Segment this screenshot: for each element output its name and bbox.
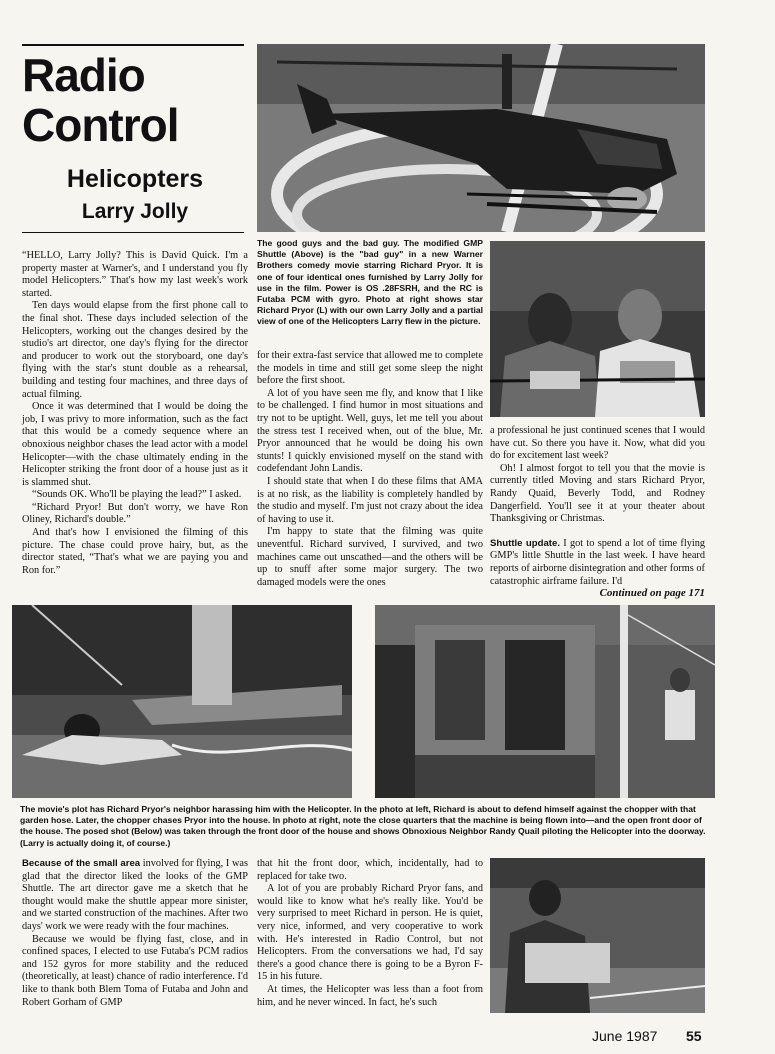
column-3: [490, 425, 705, 588]
top-photo-caption: The good guys and the bad guy. The modified GMP Shuttle (Above) is the "bad guy" in a new Warner Brothers comedy movie starring Richard Pryor. It is one of four identical ones furnished by Larry Jolly for use in the film. Power is OS .28FSRH, and the RC is Futaba PCM with gyro. Photo at right shows star Richard Pryor (L) with our own Larry Jolly and a partial view of one of the Helicopters Larry flew in the picture.: [257, 238, 483, 327]
continued-link[interactable]: Continued on page 171: [599, 587, 705, 599]
col5-para-3: At times, the Helicopter was less than a foot from him, and he never winced. In fact, he's such: [257, 983, 483, 1008]
page-number: 55: [686, 1028, 702, 1044]
middle-photo-caption: The movie's plot has Richard Pryor's neighbor harassing him with the Helicopter. In the photo at left, Richard is about to defend himself against the chopper with that garden hose. Later, the chopper chases Pryor into the house. In photo at right, note the close quarters that the machine is being flown into—and the open front door of the house. The posed shot (Below) was taken through the front door of the house and shows Obnoxious Neighbor Randy Quail piloting the Helicopter into the doorway. (Larry is actually doing it, of course.): [20, 804, 706, 848]
col4-para-1: [22, 858, 248, 934]
house-scene-photo: [375, 605, 715, 798]
col1-para-6: And that's how I envisioned the filming of this picture. The chase could prove hairy, but, as the director stated, “That's what we are paying you and Ron for.”: [22, 527, 248, 576]
shuttle-update-para: [490, 538, 705, 588]
pryor-crawling-photo: [12, 605, 352, 798]
col4-first-text: involved for flying, I was glad that the director liked the looks of the GMP Shuttle. The art director gave me a sketch that he thought would make the shuttle appear more sinister, and we started construction of the machines. After two days' work we were ready with the four machines.: [22, 858, 248, 932]
col3-para-1: a professional he just continued scenes that I would have cut. So there you have it. Now, what did you do for excitement last week?: [490, 425, 705, 462]
col1-para-3: Once it was determined that I would be doing the job, I was privy to more information, such as the fact that this would be a comedy sequence where an obnoxious neighbor chases the lead actor with a model Helicopter—with the chase ultimately ending in the Helicopter striking the front door of a house just as it is slammed shut.: [22, 401, 248, 488]
col3-para-2: Oh! I almost forgot to tell you that the movie is currently titled Moving and stars Richard Pryor, Randy Quaid, Beverly Todd, and Rodney Dangerfield. You'll see it at your theater about Thanksgiving or Christmas.: [490, 462, 705, 525]
col2-para-1: for their extra-fast service that allowed me to complete the models in time and still get some sleep the night before the first shoot.: [257, 350, 483, 387]
title-line1: Radio: [22, 49, 145, 101]
column-2: [257, 350, 483, 589]
column-1: [22, 250, 248, 577]
subtitle: Helicopters: [66, 165, 204, 193]
col2-para-2: A lot of you have seen me fly, and know that I like to be challenged. I find humor in most situations and try not to be uptight. Well, guys, let me tell you about the stress test I received when, out of the blue, Mr. Pryor announced that he would be doing his own stunts! I quickly envisioned myself on the stand with codefendant John Landis.: [257, 387, 483, 475]
col1-para-2: Ten days would elapse from the first phone call to the final shot. These days included selection of the Helicopters, working out the changes desired by the studio's art director, one day's flying for the director and producer to work out the storyboard, one day's flying with the star's stunt double as a rehearsal, building and testing four machines, and three days of actual filming.: [22, 300, 248, 400]
pryor-jolly-photo: [490, 241, 705, 417]
col2-para-4: I'm happy to state that the filming was quite uneventful. Richard survived, I survived, and two machines came out unscathed—and the others will be up to snuff after some major surgery. The two damaged models were the ones: [257, 526, 483, 588]
title-top-rule: [22, 44, 244, 46]
column-4: [22, 858, 248, 1009]
shuttle-update-lead: Shuttle update.: [490, 537, 560, 549]
title-bottom-rule: [22, 232, 244, 233]
title-line2: Control: [22, 99, 179, 151]
col1-para-1: “HELLO, Larry Jolly? This is David Quick. I'm a property master at Warner's, and I understand you fly model Helicopters.” That's how my last week's work started.: [22, 250, 248, 299]
author: Larry Jolly: [81, 200, 189, 223]
col5-para-2: A lot of you are probably Richard Pryor fans, and would like to know what he's really like. You'd be very surprised to meet Richard in person. He is quiet, very nice, informed, and very cooperative to work with. He's interested in Radio Control, but not Helicopters. From the conversations we had, I'd say there's a good chance there is going to be a Byron F-15 in his future.: [257, 883, 483, 983]
col4-para-2: Because we would be flying fast, close, and in confined spaces, I elected to use Futaba's PCM radios and 152 gyros for more stability and the reduced (theoretically, at least) chance of radio interference. I'd like to thank both Blem Toma of Futaba and John and Robert Gorham of GMP: [22, 933, 248, 1008]
col2-para-3: I should state that when I do these films that AMA is at no risk, as the liability is completely handled by the studio and myself. I'm just not crazy about the idea of having to use it.: [257, 475, 483, 525]
column-5: [257, 858, 483, 1009]
col1-para-4: “Sounds OK. Who'll be playing the lead?” I asked.: [32, 489, 242, 501]
col5-para-1: that hit the front door, which, incidentally, had to replaced for take two.: [257, 858, 483, 882]
shuttle-update-text: I got to spend a lot of time flying GMP's little Shuttle in the last week. I have heard reports of airborne disintegration and other forms of catastrophic airframe failure. I'd: [490, 537, 706, 587]
helicopter-photo: [257, 44, 705, 232]
col1-para-5: “Richard Pryor! But don't worry, we have Ron Oliney, Richard's double.”: [22, 501, 248, 526]
quail-piloting-photo: [490, 858, 705, 1013]
issue-date: June 1987: [592, 1028, 658, 1044]
col4-lead: Because of the small area: [22, 858, 141, 869]
